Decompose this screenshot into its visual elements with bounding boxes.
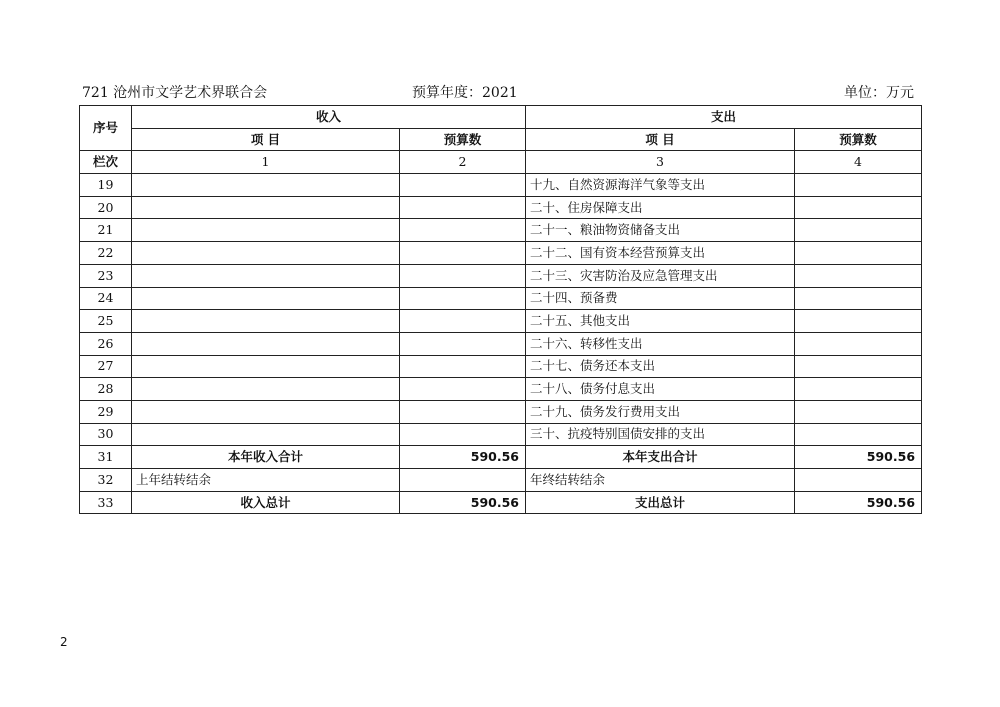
income-value [400,242,526,265]
table-row [80,310,922,333]
row-number: 28 [80,378,132,401]
income-item [132,423,400,446]
income-value [400,423,526,446]
page-number: 2 [60,635,68,649]
expense-value [795,332,922,355]
income-item [132,378,400,401]
expense-item-header: 项 目 [526,128,795,151]
expense-item: 二十五、其他支出 [526,310,795,333]
income-total-value [400,469,526,492]
income-item [132,264,400,287]
total-row [80,491,922,514]
col-index-label: 栏次 [80,151,132,174]
income-total-value: 590.56 [400,491,526,514]
income-value [400,174,526,197]
expense-value [795,264,922,287]
income-value [400,310,526,333]
row-number: 25 [80,310,132,333]
expense-total-value: 590.56 [795,446,922,469]
expense-value [795,174,922,197]
budget-table [79,105,922,514]
expense-item: 二十六、转移性支出 [526,332,795,355]
expense-value [795,287,922,310]
income-total-label: 本年收入合计 [132,446,400,469]
income-header: 收入 [132,106,526,129]
col-index-4: 4 [795,151,922,174]
income-item [132,196,400,219]
row-number: 29 [80,400,132,423]
table-row [80,287,922,310]
row-number: 27 [80,355,132,378]
row-number: 20 [80,196,132,219]
expense-value [795,219,922,242]
table-row [80,174,922,197]
income-value [400,400,526,423]
table-row [80,264,922,287]
expense-item: 三十、抗疫特别国债安排的支出 [526,423,795,446]
expense-total-value: 590.56 [795,491,922,514]
expense-total-label: 本年支出合计 [526,446,795,469]
row-number: 26 [80,332,132,355]
income-value [400,219,526,242]
expense-item: 二十一、粮油物资储备支出 [526,219,795,242]
expense-value [795,355,922,378]
row-number: 19 [80,174,132,197]
row-number: 22 [80,242,132,265]
expense-item: 二十二、国有资本经营预算支出 [526,242,795,265]
table-row [80,423,922,446]
table-row [80,400,922,423]
expense-item: 二十九、债务发行费用支出 [526,400,795,423]
income-item [132,174,400,197]
total-row [80,469,922,492]
column-index-row [80,151,922,174]
income-item [132,287,400,310]
income-item [132,400,400,423]
income-value [400,264,526,287]
header-row-1 [80,106,922,129]
expense-header: 支出 [526,106,922,129]
total-row [80,446,922,469]
expense-value [795,196,922,219]
row-number: 23 [80,264,132,287]
expense-value [795,310,922,333]
col-index-3: 3 [526,151,795,174]
expense-item: 二十四、预备费 [526,287,795,310]
unit-label: 单位：万元 [844,85,914,101]
seq-header: 序号 [80,106,132,151]
row-number: 24 [80,287,132,310]
expense-total-value [795,469,922,492]
expense-value [795,378,922,401]
table-row [80,242,922,265]
table-row [80,219,922,242]
expense-item: 二十七、债务还本支出 [526,355,795,378]
col-index-1: 1 [132,151,400,174]
income-item [132,355,400,378]
expense-item: 二十三、灾害防治及应急管理支出 [526,264,795,287]
row-number: 31 [80,446,132,469]
expense-item: 十九、自然资源海洋气象等支出 [526,174,795,197]
table-row [80,196,922,219]
row-number: 33 [80,491,132,514]
income-item [132,332,400,355]
income-budget-header: 预算数 [400,128,526,151]
income-value [400,196,526,219]
income-total-value: 590.56 [400,446,526,469]
expense-value [795,400,922,423]
income-item-header: 项 目 [132,128,400,151]
expense-total-label: 支出总计 [526,491,795,514]
income-value [400,378,526,401]
row-number: 32 [80,469,132,492]
expense-item: 二十、住房保障支出 [526,196,795,219]
row-number: 30 [80,423,132,446]
income-item [132,219,400,242]
income-item [132,242,400,265]
expense-item: 二十八、债务付息支出 [526,378,795,401]
expense-value [795,423,922,446]
organization-title: 721 沧州市文学艺术界联合会 [82,85,268,101]
table-row [80,332,922,355]
income-item [132,310,400,333]
table-row [80,355,922,378]
income-value [400,355,526,378]
row-number: 21 [80,219,132,242]
header-row-2 [80,128,922,151]
income-total-label: 上年结转结余 [132,469,400,492]
col-index-2: 2 [400,151,526,174]
expense-total-label: 年终结转结余 [526,469,795,492]
expense-value [795,242,922,265]
income-total-label: 收入总计 [132,491,400,514]
income-value [400,332,526,355]
expense-budget-header: 预算数 [795,128,922,151]
income-value [400,287,526,310]
budget-year: 预算年度：2021 [412,85,518,101]
table-row [80,378,922,401]
